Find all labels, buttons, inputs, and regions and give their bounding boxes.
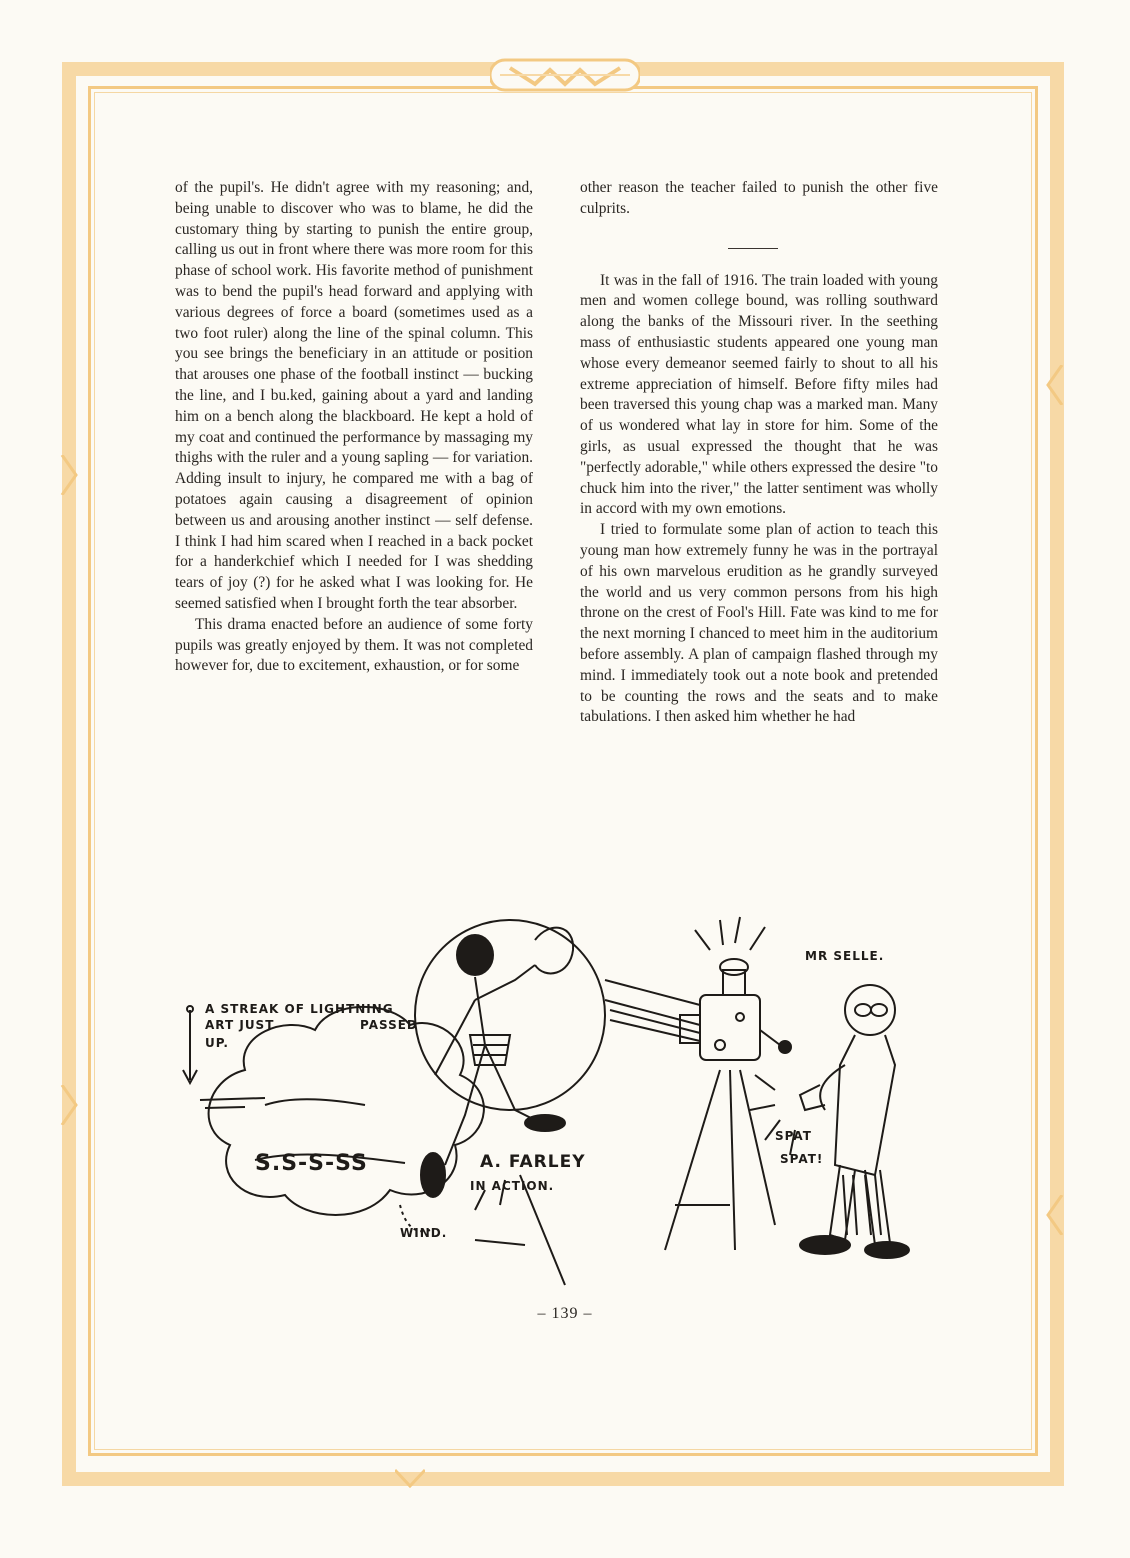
paragraph: other reason the teacher failed to punish the other five culprits. bbox=[580, 179, 938, 217]
paragraph: of the pupil's. He didn't agree with my reasoning; and, being unable to discover who was to blame, he did the customary thing by starting to punish the entire group, calling us out in front where there was more room for this phase of school work. His favorite method of punishment was to bend the pupil's head forward and applying with various degrees of force a board (sometimes used as a two foot ruler) along the line of the spinal column. This you see brings the beneficiary in an attitude or position that arouses one phase of the football instinct — bucking the line, and I bu.ked, gaining about a yard and landing him on a bench along the blackboard. He kept a hold of my coat and continued the performance by massaging my thighs with the ruler and a young sapling — for variation. Adding insult to injury, he compared me with a bag of potatoes again causing a disagreement of opinion between us and arousing another instinct — self defense. I think I had him scared when I reached in a back pocket for a handerkchief which I needed for I was shedding tears of joy (?) for he asked what I was looking for. He seemed satisfied when I brought forth the tear absorber. bbox=[175, 179, 533, 612]
top-ornament-icon bbox=[490, 50, 640, 100]
page-number: – 139 – bbox=[537, 1305, 593, 1322]
cartoon-drawing bbox=[175, 905, 955, 1300]
caption-wind: WIND. bbox=[400, 1226, 448, 1240]
paragraph: This drama enacted before an audience of some forty pupils was greatly enjoyed by them. It was not completed however for, due to excitement, exhaustion, or for some bbox=[175, 615, 533, 675]
caption-streak-line2: ART JUST bbox=[205, 1018, 275, 1032]
left-border-ornament-icon bbox=[60, 455, 78, 495]
section-divider bbox=[728, 248, 778, 249]
caption-mr-selle: MR SELLE. bbox=[805, 949, 885, 963]
cartoon-illustration bbox=[175, 905, 955, 1300]
right-border-ornament-icon bbox=[1046, 1195, 1064, 1235]
caption-farley-action: IN ACTION. bbox=[470, 1179, 555, 1193]
paragraph: I tried to formulate some plan of action to teach this young man how extremely funny he was in the portrayal of his own marvelous erudition as he grandly surveyed the world and us very common persons from his high throne on the crest of Fool's Hill. Fate was kind to me for the next morning I chanced to meet him in the auditorium before assembly. A plan of campaign flashed through my mind. I immediately took out a note book and pretended to be counting the rows and the seats and to make tabulations. I then asked him whether he had bbox=[580, 521, 938, 726]
text-column-right bbox=[580, 178, 938, 728]
caption-spat-1: SPAT bbox=[775, 1129, 812, 1143]
paragraph: It was in the fall of 1916. The train loaded with young men and women college bound, was rolling southward along the banks of the Missouri river. In the seething mass of enthusiastic students appeared one young man whose every demeanor seemed fairly to shout to all his extreme appreciation of himself. Before fifty miles had been traversed this young chap was a marked man. Many of us wondered what lay in store for him. Some of the girls, as usual expressed the thought that he was "perfectly adorable," while others expressed the desire "to chuck him into the river," the latter sentiment was wholly in accord with my own emotions. bbox=[580, 271, 938, 518]
caption-sss: S.S-S-SS bbox=[255, 1151, 368, 1176]
caption-streak-line4: UP. bbox=[205, 1036, 229, 1050]
caption-spat-2: SPAT! bbox=[780, 1152, 824, 1166]
caption-streak-line3: PASSED bbox=[360, 1018, 418, 1032]
bottom-border-ornament-icon bbox=[395, 1468, 425, 1488]
right-border-ornament-icon bbox=[1046, 365, 1064, 405]
caption-streak-line1: A STREAK OF LIGHTNING bbox=[205, 1002, 394, 1016]
left-border-ornament-icon bbox=[60, 1085, 78, 1125]
text-column-left bbox=[175, 178, 533, 677]
caption-farley-name: A. FARLEY bbox=[480, 1152, 586, 1172]
